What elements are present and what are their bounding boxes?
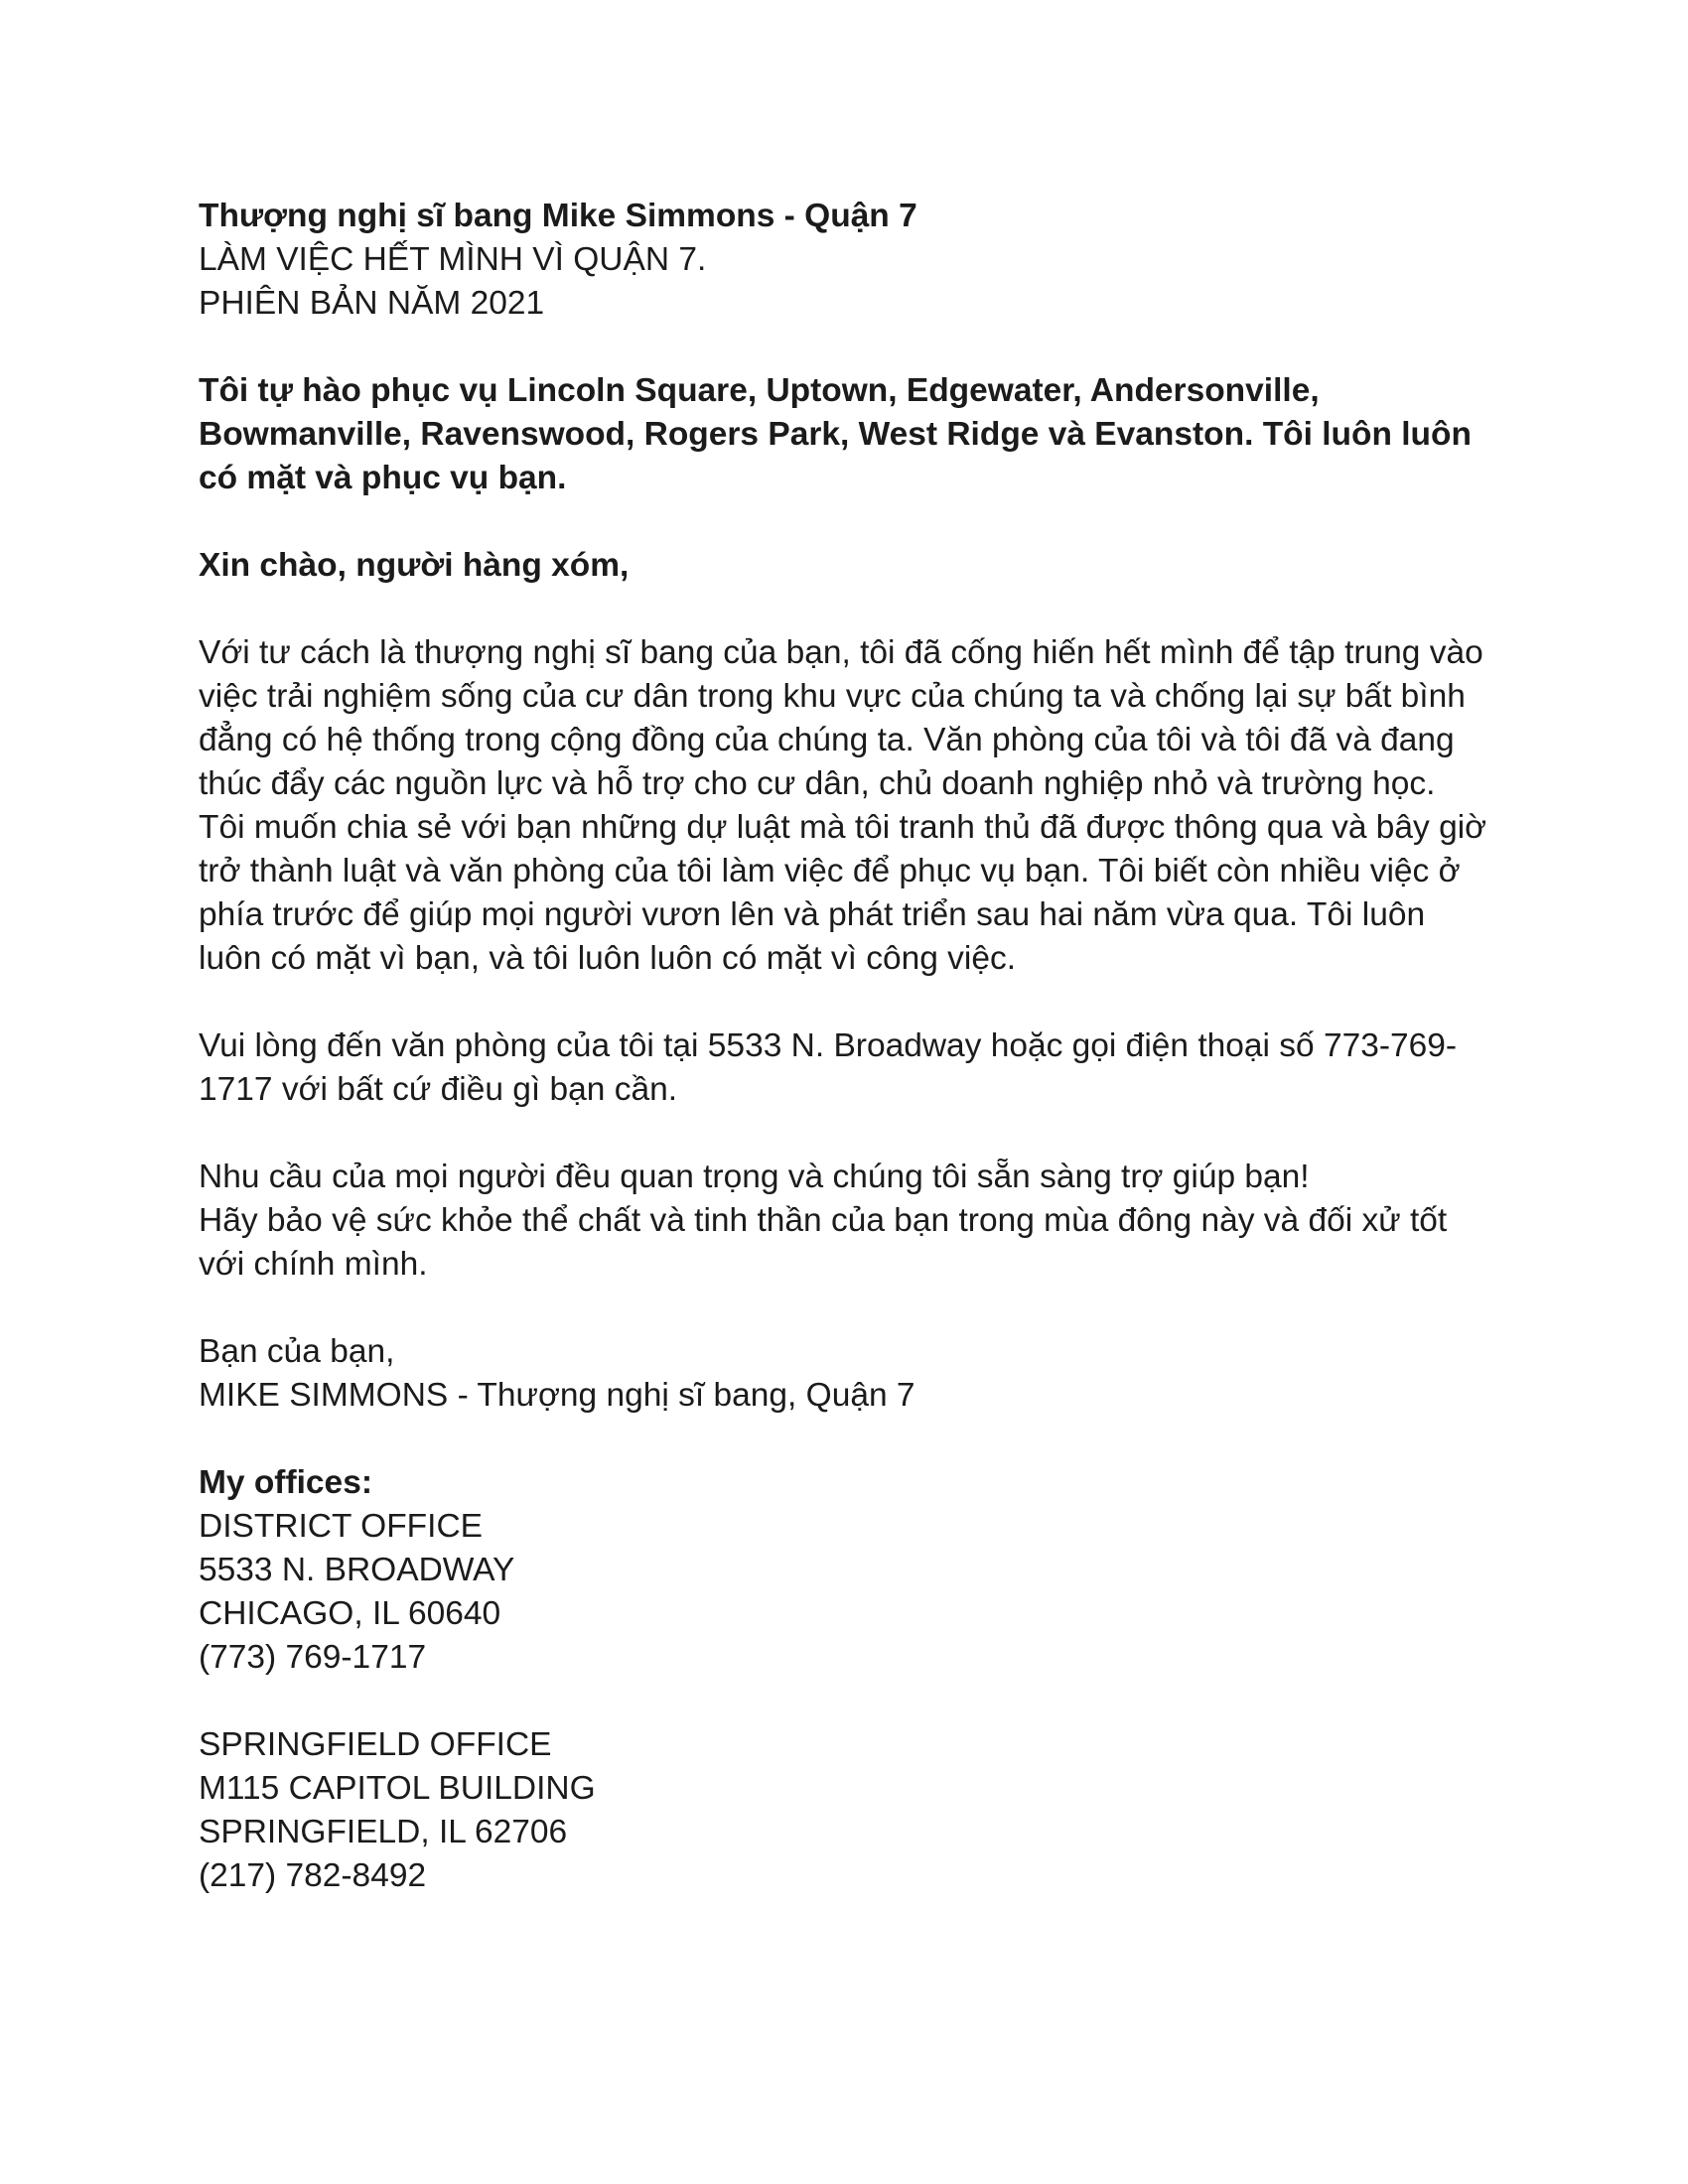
springfield-office-name: SPRINGFIELD OFFICE bbox=[199, 1726, 552, 1763]
closing-line-2: Hãy bảo vệ sức khỏe thể chất và tinh thần của bạn trong mùa đông này và đối xử tốt với chính mình. bbox=[199, 1202, 1448, 1283]
contact-paragraph: Vui lòng đến văn phòng của tôi tại 5533 N. Broadway hoặc gọi điện thoại số 773-769-1717 với bất cứ điều gì bạn cần. bbox=[199, 1027, 1458, 1108]
greeting: Xin chào, người hàng xóm, bbox=[199, 547, 630, 584]
springfield-office-block bbox=[199, 1723, 1489, 1898]
letter-header bbox=[199, 195, 1489, 326]
springfield-office-city: SPRINGFIELD, IL 62706 bbox=[199, 1814, 568, 1850]
signature: MIKE SIMMONS - Thượng nghị sĩ bang, Quận 7 bbox=[199, 1377, 915, 1414]
intro-paragraph: Tôi tự hào phục vụ Lincoln Square, Uptown, Edgewater, Andersonville, Bowmanville, Ravenswood, Rogers Park, West Ridge và Evanston. Tôi luôn luôn có mặt và phục vụ bạn. bbox=[199, 372, 1472, 496]
closing-paragraph bbox=[199, 1156, 1489, 1287]
springfield-office-phone: (217) 782-8492 bbox=[199, 1857, 427, 1894]
letter-page bbox=[199, 195, 1489, 1942]
springfield-office-street: M115 CAPITOL BUILDING bbox=[199, 1770, 596, 1807]
offices-heading: My offices: bbox=[199, 1464, 372, 1501]
signoff bbox=[199, 1330, 1489, 1418]
edition: PHIÊN BẢN NĂM 2021 bbox=[199, 285, 545, 322]
district-office-city: CHICAGO, IL 60640 bbox=[199, 1595, 501, 1632]
closing-line-1: Nhu cầu của mọi người đều quan trọng và chúng tôi sẵn sàng trợ giúp bạn! bbox=[199, 1159, 1310, 1195]
tagline: LÀM VIỆC HẾT MÌNH VÌ QUẬN 7. bbox=[199, 241, 707, 278]
district-office-street: 5533 N. BROADWAY bbox=[199, 1552, 515, 1588]
page-title: Thượng nghị sĩ bang Mike Simmons - Quận 7 bbox=[199, 198, 917, 234]
district-office-block bbox=[199, 1461, 1489, 1680]
district-office-name: DISTRICT OFFICE bbox=[199, 1508, 483, 1545]
body-paragraph: Với tư cách là thượng nghị sĩ bang của bạn, tôi đã cống hiến hết mình để tập trung vào việc trải nghiệm sống của cư dân trong khu vực của chúng ta và chống lại sự bất bình đẳng có hệ thống trong cộng đồng của chúng ta. Văn phòng của tôi và tôi đã và đang thúc đẩy các nguồn lực và hỗ trợ cho cư dân, chủ doanh nghiệp nhỏ và trường học. Tôi muốn chia sẻ với bạn những dự luật mà tôi tranh thủ đã được thông qua và bây giờ trở thành luật và văn phòng của tôi làm việc để phục vụ bạn. Tôi biết còn nhiều việc ở phía trước để giúp mọi người vươn lên và phát triển sau hai năm vừa qua. Tôi luôn luôn có mặt vì bạn, và tôi luôn luôn có mặt vì công việc. bbox=[199, 634, 1487, 977]
district-office-phone: (773) 769-1717 bbox=[199, 1639, 427, 1676]
salutation: Bạn của bạn, bbox=[199, 1333, 395, 1370]
